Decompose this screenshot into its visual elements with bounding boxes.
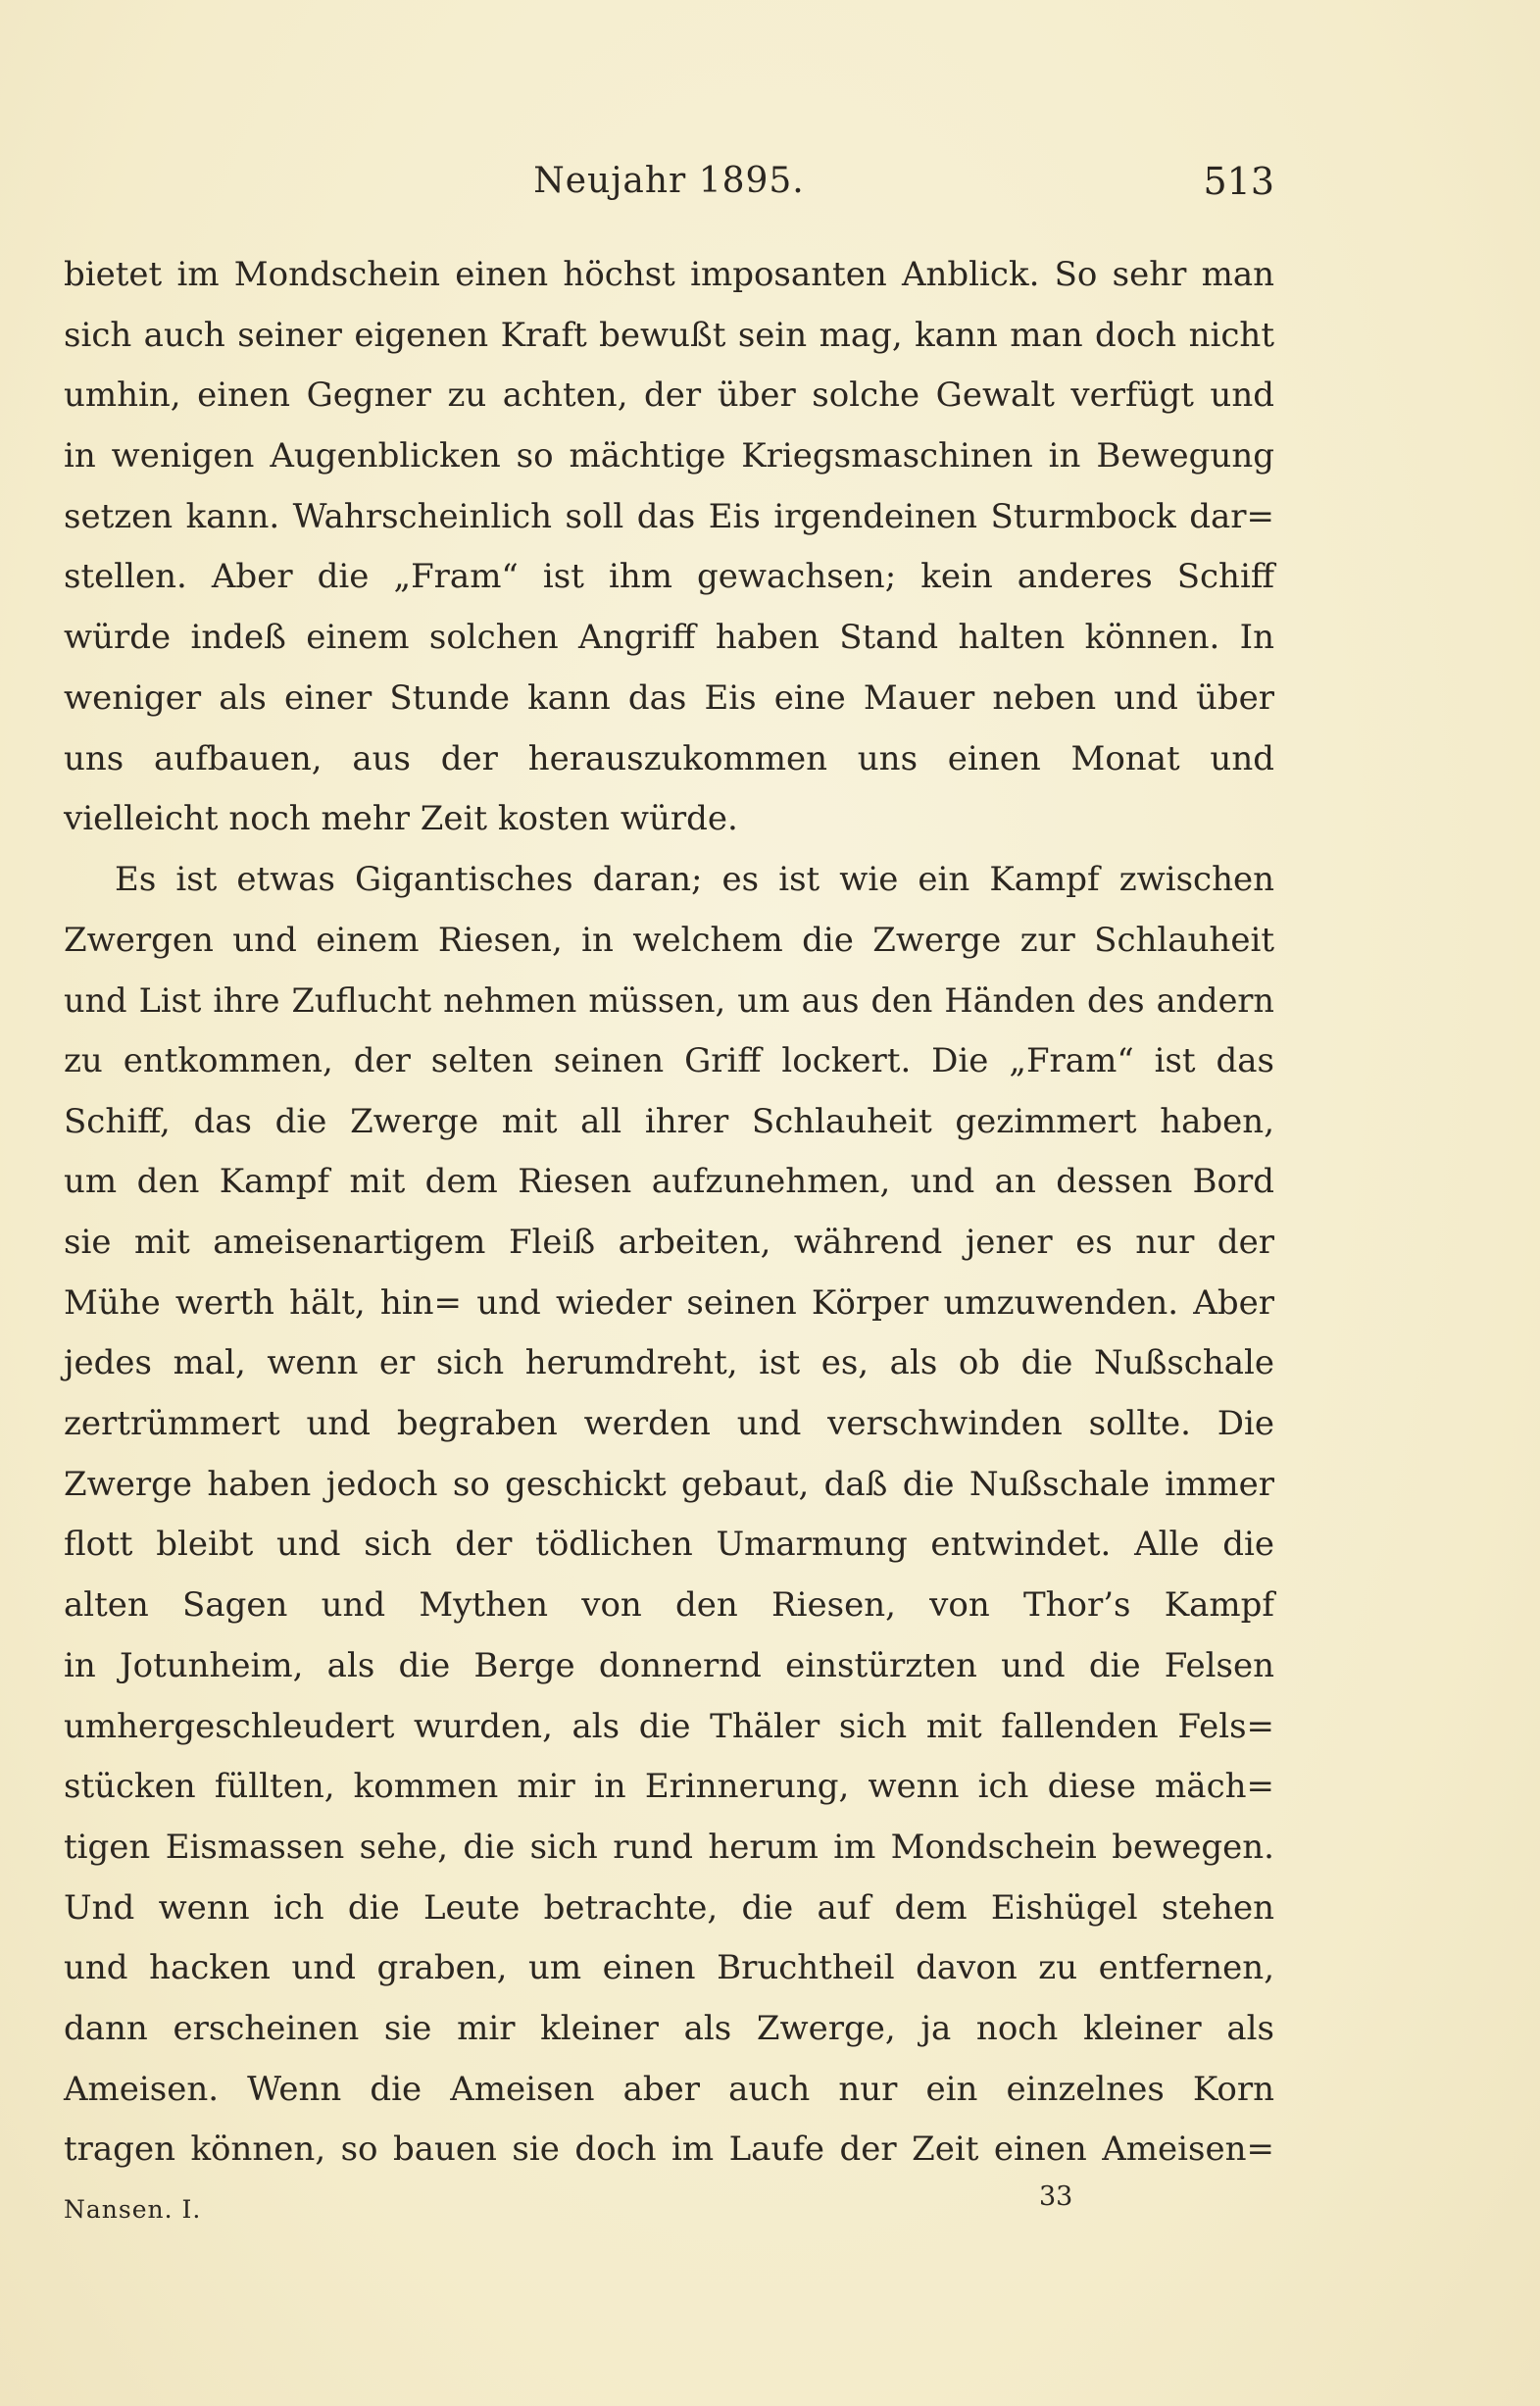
paragraph-1 bbox=[64, 245, 1274, 850]
text-line: bietet im Mondschein einen höchst imposanten Anblick. So sehr man bbox=[64, 255, 1274, 294]
text-line: vielleicht noch mehr Zeit kosten würde. bbox=[64, 799, 738, 839]
text-line: weniger als einer Stunde kann das Eis eine Mauer neben und über bbox=[64, 677, 1274, 718]
text-line: Ameisen. Wenn die Ameisen aber auch nur ein einzelnes Korn bbox=[64, 2069, 1274, 2109]
text-line: Es ist etwas Gigantisches daran; es ist wie ein Kampf zwischen bbox=[115, 859, 1274, 899]
text-line: umhergeschleudert wurden, als die Thäler sich mit fallenden Fels= bbox=[64, 1706, 1274, 1746]
paragraph-2 bbox=[64, 850, 1274, 2180]
text-line: stücken füllten, kommen mir in Erinnerung, wenn ich diese mäch= bbox=[64, 1767, 1274, 1807]
text-line: sich auch seiner eigenen Kraft bewußt sein mag, kann man doch nicht bbox=[64, 315, 1274, 355]
running-head bbox=[64, 152, 1274, 211]
text-line: stellen. Aber die „Fram“ ist ihm gewachsen; kein anderes Schiff bbox=[64, 557, 1274, 597]
text-line: in Jotunheim, als die Berge donnernd einstürzten und die Felsen bbox=[64, 1645, 1274, 1685]
text-line: Und wenn ich die Leute betrachte, die auf dem Eishügel stehen bbox=[64, 1887, 1274, 1928]
text-line: Zwergen und einem Riesen, in welchem die Zwerge zur Schlauheit bbox=[64, 920, 1274, 960]
text-line: zu entkommen, der selten seinen Griff lockert. Die „Fram“ ist das bbox=[64, 1040, 1274, 1080]
text-line: uns aufbauen, aus der herauszukommen uns einen Monat und bbox=[64, 738, 1274, 778]
text-line: alten Sagen und Mythen von den Riesen, von Thor’s Kampf bbox=[64, 1585, 1274, 1626]
body-text bbox=[64, 245, 1274, 2180]
text-line: um den Kampf mit dem Riesen aufzunehmen, und an dessen Bord bbox=[64, 1162, 1274, 1202]
text-line: sie mit ameisenartigem Fleiß arbeiten, während jener es nur der bbox=[64, 1223, 1274, 1262]
text-line: Mühe werth hält, hin= und wieder seinen Körper umzuwenden. Aber bbox=[64, 1282, 1274, 1323]
text-line: umhin, einen Gegner zu achten, der über solche Gewalt verfügt und bbox=[64, 376, 1274, 416]
text-line: setzen kann. Wahrscheinlich soll das Eis irgendeinen Sturmbock dar= bbox=[64, 496, 1274, 536]
text-line: und hacken und graben, um einen Bruchtheil davon zu entfernen, bbox=[64, 1948, 1274, 1988]
text-line: in wenigen Augenblicken so mächtige Kriegsmaschinen in Bewegung bbox=[64, 436, 1274, 476]
text-line: Zwerge haben jedoch so geschickt gebaut, daß die Nußschale immer bbox=[64, 1464, 1274, 1504]
text-line: zertrümmert und begraben werden und verschwinden sollte. Die bbox=[64, 1404, 1274, 1444]
text-line: dann erscheinen sie mir kleiner als Zwerge, ja noch kleiner als bbox=[64, 2008, 1274, 2048]
text-line: tragen können, so bauen sie doch im Laufe der Zeit einen Ameisen= bbox=[64, 2130, 1274, 2170]
text-line: flott bleibt und sich der tödlichen Umarmung entwindet. Alle die bbox=[64, 1525, 1274, 1565]
text-line: und List ihre Zuflucht nehmen müssen, um aus den Händen des andern bbox=[64, 981, 1274, 1021]
sheet-number: 33 bbox=[1039, 2181, 1073, 2212]
text-line: würde indeß einem solchen Angriff haben Stand halten können. In bbox=[64, 618, 1274, 658]
page-footer bbox=[64, 2181, 1274, 2231]
text-line: tigen Eismassen sehe, die sich rund herum im Mondschein bewegen. bbox=[64, 1827, 1274, 1867]
text-line: Schiff, das die Zwerge mit all ihrer Schlauheit gezimmert haben, bbox=[64, 1101, 1274, 1141]
signature-mark: Nansen. I. bbox=[64, 2195, 202, 2224]
running-title: Neujahr 1895. bbox=[533, 161, 805, 201]
text-line: jedes mal, wenn er sich herumdreht, ist es, als ob die Nußschale bbox=[64, 1343, 1274, 1383]
page-number: 513 bbox=[1203, 160, 1274, 203]
